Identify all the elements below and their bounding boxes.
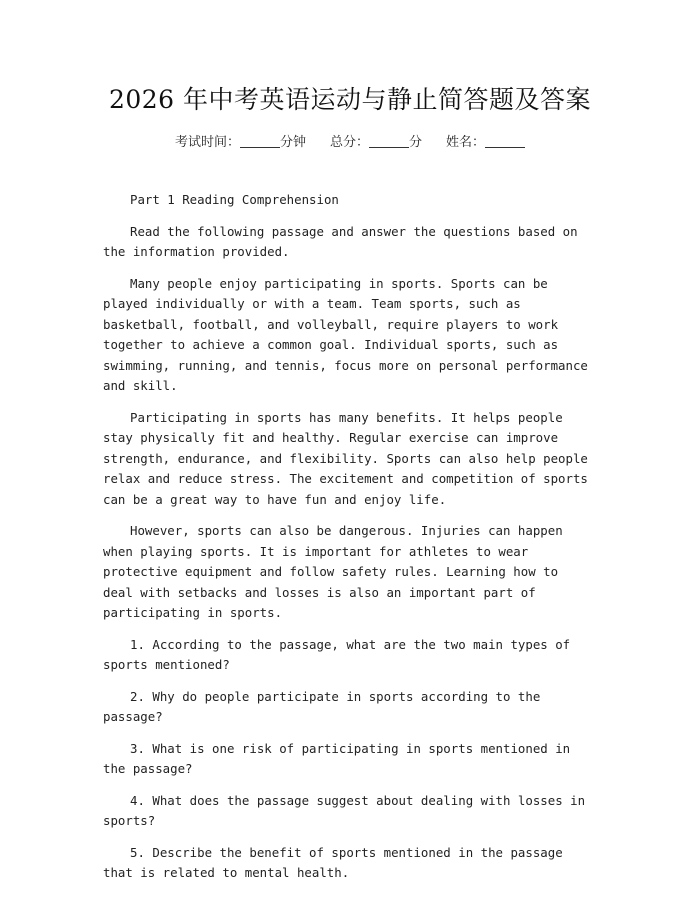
score-label: 总分：	[329, 135, 369, 150]
score-unit: 分	[409, 135, 423, 150]
document-title: 2026 年中考英语运动与静止简答题及答案	[108, 85, 592, 114]
time-blank	[240, 135, 280, 148]
name-label: 姓名：	[446, 135, 486, 150]
score-blank	[369, 135, 409, 148]
question-4: 4. What does the passage suggest about dealing with losses in sports?	[103, 792, 586, 828]
question-5: 5. Describe the benefit of sports mentioned in the passage that is related to mental health.	[103, 844, 563, 880]
time-unit: 分钟	[279, 135, 306, 150]
question-1: 1. According to the passage, what are the two main types of sports mentioned?	[103, 636, 571, 672]
section-heading: Part 1 Reading Comprehension	[130, 192, 339, 207]
instructions-paragraph: Read the following passage and answer the questions based on the information provided.	[103, 223, 578, 259]
passage-paragraph-3: However, sports can also be dangerous. Injuries can happen when playing sports. It is important for athletes to wear protective equipment and follow safety rules. Learning how to deal with setbacks and losses is also an important part of participating in sports.	[103, 523, 563, 620]
name-blank	[485, 135, 525, 148]
passage-paragraph-2: Participating in sports has many benefits. It helps people stay physically fit and healthy. Regular exercise can improve strength, endurance, and flexibility. Sports can also help people relax and reduce stress. The excitement and competition of sports can be a great way to have fun and enjoy life.	[103, 409, 588, 507]
passage-paragraph-1: Many people enjoy participating in sports. Sports can be played individually or with a team. Team sports, such as basketball, football, and volleyball, require players to work together to achieve a common goal. Individual sports, such as swimming, running, and tennis, focus more on personal performance and skill.	[103, 275, 588, 393]
question-2: 2. Why do people participate in sports according to the passage?	[103, 688, 541, 724]
time-label: 考试时间：	[174, 135, 240, 150]
exam-info-line	[0, 131, 700, 150]
document-body	[103, 190, 593, 895]
question-3: 3. What is one risk of participating in sports mentioned in the passage?	[103, 740, 571, 776]
